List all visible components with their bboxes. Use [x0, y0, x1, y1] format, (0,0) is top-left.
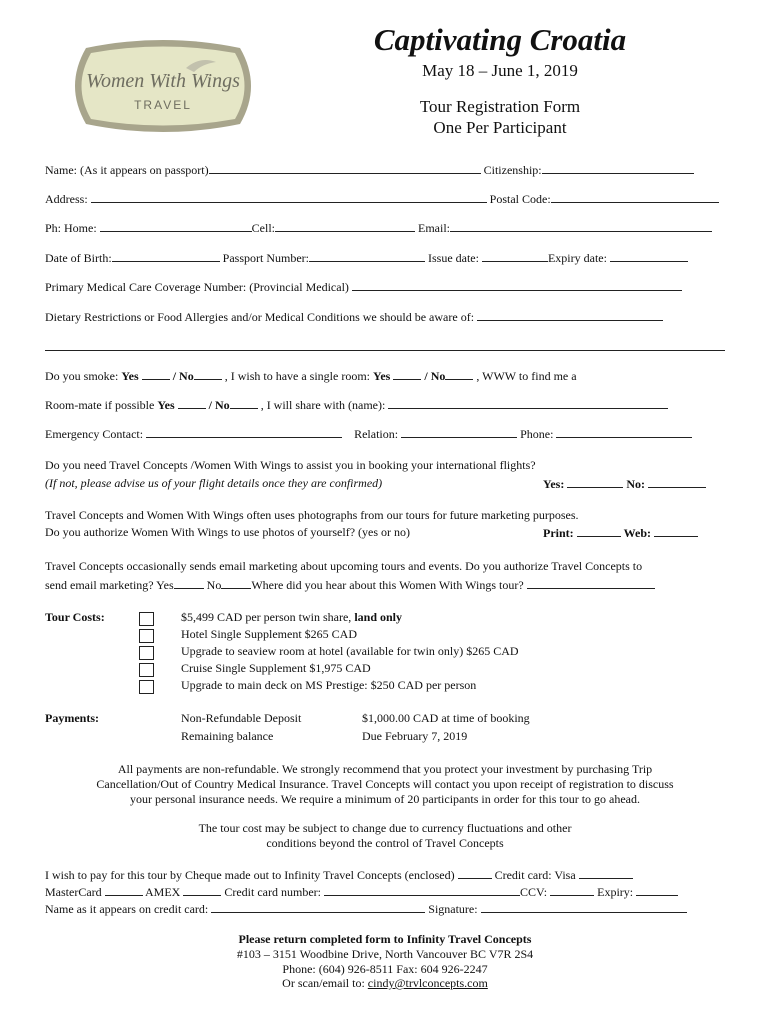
name-row [45, 162, 694, 178]
share-with-label: , I will share with (name): [260, 398, 386, 412]
cost-option-5: Upgrade to main deck on MS Prestige: $250 CAD per person [181, 678, 477, 692]
single-room-no-label: No [430, 369, 446, 383]
expiry-label: Expiry date: [547, 251, 607, 265]
name-label: Name: (As it appears on passport) [45, 163, 209, 177]
cheque-field[interactable] [458, 867, 492, 879]
email-marketing-yes-field[interactable] [174, 577, 204, 589]
flights-no-field[interactable] [648, 476, 706, 488]
email-marketing-line1: Travel Concepts occasionally sends email marketing about upcoming tours and events. Do you authorize Travel Concepts to [45, 559, 643, 573]
email-marketing-no-field[interactable] [221, 577, 251, 589]
payments-label: Payments: [45, 711, 99, 725]
cc-number-label: Credit card number: [224, 885, 321, 899]
flights-yes-label: Yes: [543, 477, 565, 491]
balance-label: Remaining balance [181, 729, 274, 743]
card-name-row [45, 901, 687, 917]
emergency-row [45, 426, 692, 442]
cost-option-3: Upgrade to seaview room at hotel (available for twin only) $265 CAD [181, 644, 519, 658]
medical-row [45, 279, 682, 295]
photos-line1: Travel Concepts and Women With Wings often uses photographs from our tours for future marketing purposes. [45, 508, 579, 522]
logo-text: Women With Wings [86, 70, 240, 92]
form-title: Tour Registration Form [419, 97, 581, 116]
web-label: Web: [623, 526, 651, 540]
emergency-contact-label: Emergency Contact: [45, 427, 144, 441]
cost-option-2-checkbox[interactable] [139, 629, 154, 643]
signature-field[interactable] [481, 901, 687, 913]
tour-title: Captivating Croatia [373, 22, 627, 57]
balance-due: Due February 7, 2019 [362, 729, 468, 743]
roommate-no-field[interactable] [230, 397, 258, 409]
medical-label: Primary Medical Care Coverage Number: (Provincial Medical) [45, 280, 349, 294]
return-address: #103 – 3151 Woodbine Drive, North Vancouver BC V7R 2S4 [236, 947, 534, 961]
passport-label: Passport Number: [222, 251, 309, 265]
expiry-field[interactable] [610, 250, 688, 262]
form-subtitle: One Per Participant [433, 118, 567, 137]
card-expiry-field[interactable] [636, 884, 678, 896]
flights-question: Do you need Travel Concepts /Women With Wings to assist you in booking your international flights? [45, 458, 536, 472]
single-room-label: , I wish to have a single room: [224, 369, 371, 383]
flights-note: (If not, please advise us of your flight details once they are confirmed) [45, 476, 383, 490]
smoke-no-field[interactable] [194, 368, 222, 380]
logo [66, 38, 260, 134]
cost-option-1: $5,499 CAD per person twin share, land only [181, 610, 403, 624]
roommate-yes-label: Yes [157, 398, 175, 412]
dob-field[interactable] [112, 250, 220, 262]
cheque-row [45, 867, 633, 883]
phone-row [45, 220, 712, 236]
email-marketing-no-label: No [206, 578, 222, 592]
cost-option-1-checkbox[interactable] [139, 612, 154, 626]
notice-line3: your personal insurance needs. We require a minimum of 20 participants in order for this tour to go ahead. [130, 792, 640, 806]
dob-row [45, 250, 688, 266]
card-name-label: Name as it appears on credit card: [45, 902, 209, 916]
smoke-yes-field[interactable] [142, 368, 170, 380]
notice-line4: The tour cost may be subject to change due to currency fluctuations and other [198, 821, 572, 835]
home-phone-field[interactable] [100, 220, 252, 232]
email-link[interactable]: cindy@trvlconcepts.com [367, 976, 488, 990]
amex-field[interactable] [183, 884, 221, 896]
passport-field[interactable] [309, 250, 425, 262]
cost-option-4: Cruise Single Supplement $1,975 CAD [181, 661, 371, 675]
smoke-label: Do you smoke: [45, 369, 119, 383]
deposit-label: Non-Refundable Deposit [181, 711, 302, 725]
return-email-row [0, 976, 770, 991]
photos-line2: Do you authorize Women With Wings to use photos of yourself? (yes or no) [45, 525, 411, 539]
address-label: Address: [45, 192, 88, 206]
flights-yes-field[interactable] [567, 476, 623, 488]
single-room-no-field[interactable] [445, 368, 473, 380]
ccv-label: CCV: [519, 885, 548, 899]
cc-number-field[interactable] [324, 884, 520, 896]
amex-label: AMEX [145, 885, 181, 899]
logo-subtext: TRAVEL [134, 98, 192, 112]
dietary-field-line2[interactable] [45, 350, 725, 351]
web-field[interactable] [654, 525, 698, 537]
medical-field[interactable] [352, 279, 682, 291]
heard-about-field[interactable] [527, 577, 655, 589]
cost-option-4-checkbox[interactable] [139, 663, 154, 677]
cost-option-2: Hotel Single Supplement $265 CAD [181, 627, 357, 641]
share-with-field[interactable] [388, 397, 668, 409]
address-row [45, 191, 719, 207]
relation-label: Relation: [354, 427, 399, 441]
email-label: Email: [418, 221, 451, 235]
return-phone: Phone: (604) 926-8511 Fax: 604 926-2247 [282, 962, 488, 976]
relation-field[interactable] [401, 426, 517, 438]
flights-no-label: No: [626, 477, 645, 491]
cost-option-3-checkbox[interactable] [139, 646, 154, 660]
cheque-label: I wish to pay for this tour by Cheque made out to Infinity Travel Concepts (enclosed) [45, 868, 455, 882]
visa-field[interactable] [579, 867, 633, 879]
smoke-yes-label: Yes [121, 369, 139, 383]
print-label: Print: [543, 526, 574, 540]
emergency-contact-field[interactable] [146, 426, 342, 438]
smoke-no-label: No [179, 369, 194, 383]
heard-about-label: Where did you hear about this Women With Wings tour? [251, 578, 524, 592]
notice-line2: Cancellation/Out of Country Medical Insurance. Travel Concepts will contact you upon receipt of registration to discuss [96, 777, 674, 791]
roommate-label: Room-mate if possible [45, 398, 155, 412]
email-marketing-yes-label: send email marketing? Yes [45, 578, 174, 592]
postal-field[interactable] [551, 191, 719, 203]
mastercard-field[interactable] [105, 884, 143, 896]
notice-line5: conditions beyond the control of Travel Concepts [266, 836, 504, 850]
print-field[interactable] [577, 525, 621, 537]
emergency-phone-field[interactable] [556, 426, 692, 438]
signature-label: Signature: [428, 902, 478, 916]
postal-label: Postal Code: [489, 192, 551, 206]
www-find-label: , WWW to find me a [476, 369, 577, 383]
address-field[interactable] [91, 191, 487, 203]
photos-print-web [543, 525, 698, 541]
tour-costs-label: Tour Costs: [45, 610, 105, 624]
dietary-field[interactable] [477, 309, 663, 321]
single-room-yes-label: Yes [373, 369, 391, 383]
deposit-amount: $1,000.00 CAD at time of booking [362, 711, 530, 725]
dietary-row [45, 309, 663, 325]
name-field[interactable] [209, 162, 481, 174]
issue-field[interactable] [482, 250, 548, 262]
roommate-no-label: No [215, 398, 230, 412]
smoke-row: Do you smoke: Yes / No , I wish to have a single room: Yes / No , WWW to find me a [45, 369, 577, 383]
scan-label: Or scan/email to: [282, 976, 368, 990]
cell-field[interactable] [275, 220, 415, 232]
ccv-field[interactable] [550, 884, 594, 896]
home-phone-label: Ph: Home: [45, 221, 97, 235]
return-instructions: Please return completed form to Infinity Travel Concepts [238, 932, 532, 946]
email-field[interactable] [450, 220, 712, 232]
card-name-field[interactable] [211, 901, 425, 913]
tour-dates: May 18 – June 1, 2019 [422, 61, 578, 80]
card-expiry-label: Expiry: [597, 885, 634, 899]
citizenship-field[interactable] [542, 162, 694, 174]
issue-label: Issue date: [427, 251, 479, 265]
emergency-phone-label: Phone: [520, 427, 554, 441]
citizenship-label: Citizenship: [483, 163, 542, 177]
visa-label: Credit card: Visa [494, 868, 576, 882]
dob-label: Date of Birth: [45, 251, 112, 265]
cell-label: Cell: [251, 221, 276, 235]
notice-line1: All payments are non-refundable. We strongly recommend that you protect your investment by purchasing Trip [117, 762, 653, 776]
roommate-yes-field[interactable] [178, 397, 206, 409]
roommate-row: Room-mate if possible Yes / No , I will share with (name): [45, 397, 668, 413]
dietary-label: Dietary Restrictions or Food Allergies and/or Medical Conditions we should be aware of: [45, 310, 475, 324]
card-row [45, 884, 678, 900]
mastercard-label: MasterCard [45, 885, 102, 899]
email-marketing-line2 [45, 577, 655, 593]
cost-option-5-checkbox[interactable] [139, 680, 154, 694]
flights-yes-no [543, 476, 706, 492]
single-room-yes-field[interactable] [393, 368, 421, 380]
